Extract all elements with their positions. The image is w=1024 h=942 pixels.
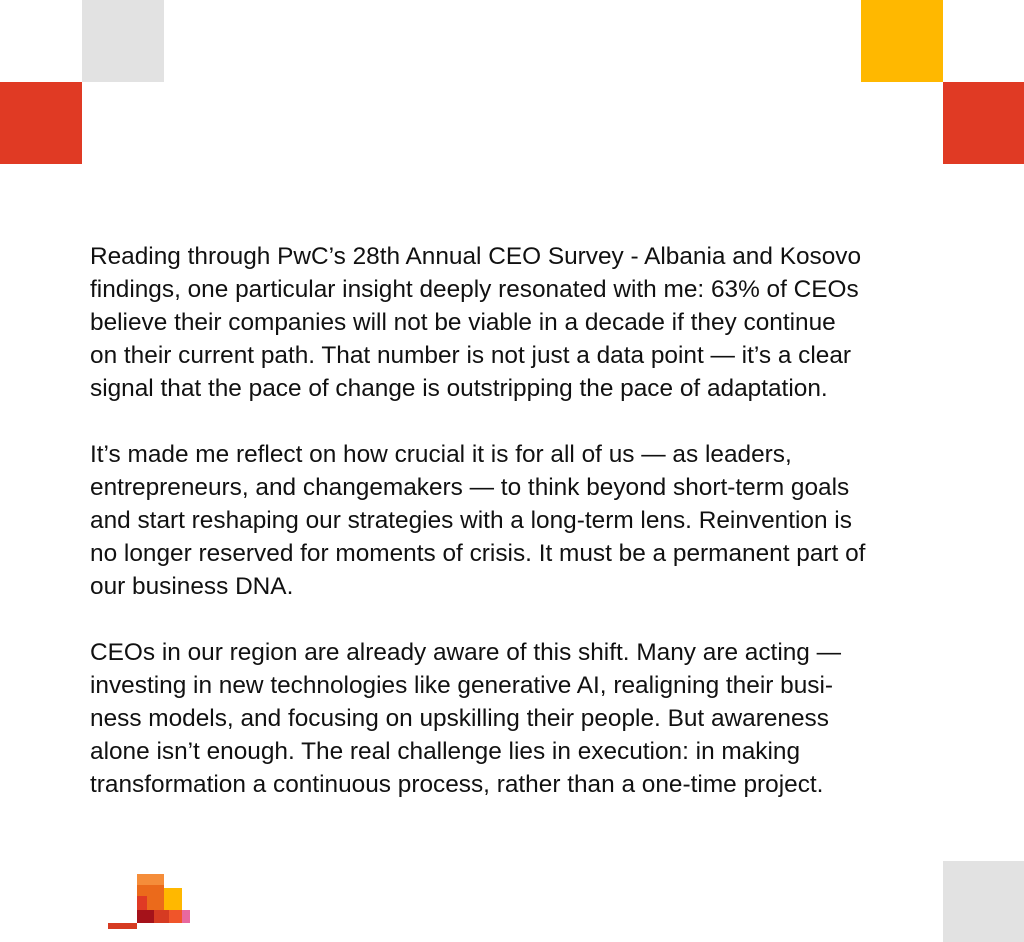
decor-square-grey-top-left [82,0,164,82]
decor-square-yellow-top-right [861,0,943,82]
paragraph-1: Reading through PwC’s 28th Annual CEO Survey - Albania and Kosovo findings, one particular insight deeply resonated with me: 63% of CEOs believe their companies will not be viable in a decade if they continue on their current path. That number is not just a data point — it’s a clear signal that the pace of change is outstripping the pace of adaptation. [90,243,862,402]
decor-square-red-top-right [943,82,1024,164]
article-body [90,240,990,834]
decor-square-grey-bottom-right [943,861,1024,942]
pwc-logo-icon [108,874,192,930]
paragraph-2: It’s made me reflect on how crucial it is for all of us — as leaders, entrepreneurs, and changemakers — to think beyond short-term goals and start reshaping our strategies with a long-term lens. Reinvention is no longer reserved for moments of crisis. It must be a permanent part of our business DNA. [90,441,866,600]
paragraph-3: CEOs in our region are already aware of this shift. Many are acting — investing in new technologies like generative AI, realigning their busi- ness models, and focusing on upskilling their people. But awareness alone isn’t enough. The real challenge lies in execution: in making transformation a continuous process, rather than a one-time project. [90,639,842,798]
decor-square-red-top-left [0,82,82,164]
